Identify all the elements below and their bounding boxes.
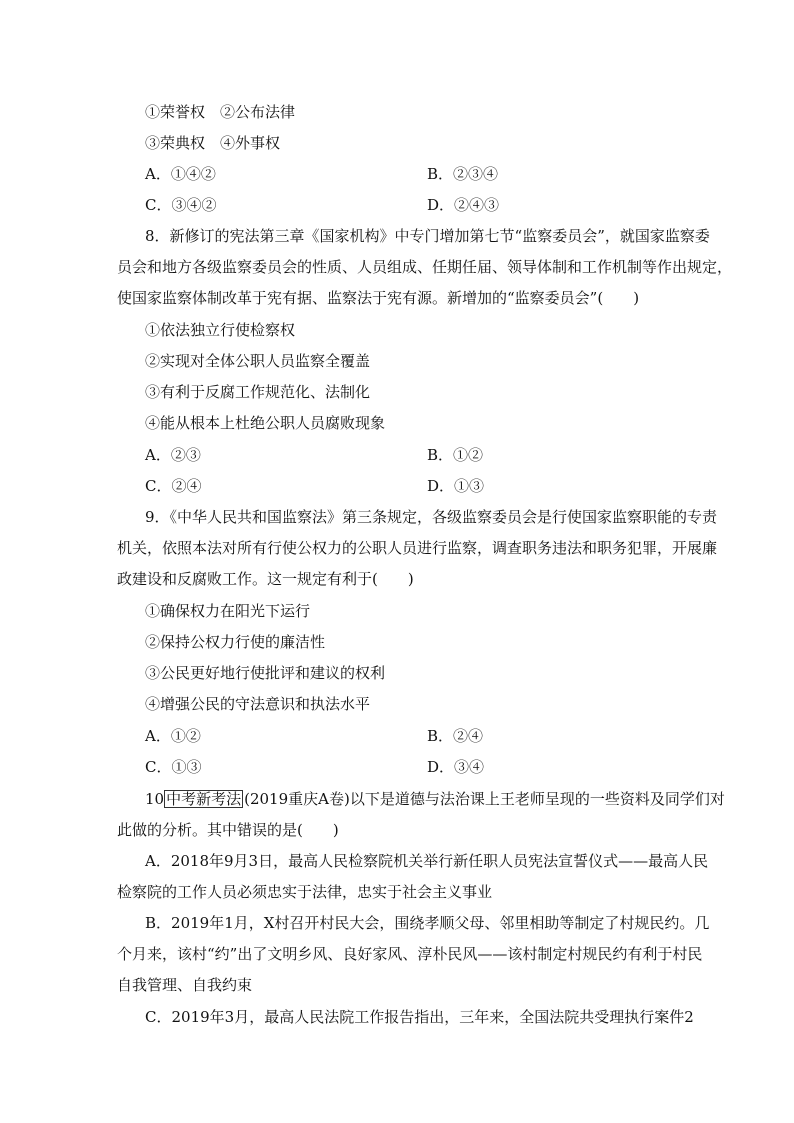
q8-option-a: A．②③	[145, 446, 201, 464]
q10-option-b-line-2: 个月来，该村“约”出了文明乡风、良好家风、淳朴民风——该村制定村规民约有利于村民	[117, 945, 703, 963]
q10-option-b-line-3: 自我管理、自我约束	[117, 976, 253, 994]
q8-item-4: ④能从根本上杜绝公职人员腐败现象	[145, 414, 386, 432]
q9-option-b: B．②④	[427, 727, 484, 745]
q8-stem-line-2: 员会和地方各级监察委员会的性质、人员组成、任期任届、领导体制和工作机制等作出规定，	[117, 258, 733, 276]
q9-stem-line-1: 9．《中华人民共和国监察法》第三条规定，各级监察委员会是行使国家监察职能的专责	[145, 508, 718, 526]
q8-stem-line-1: 8．新修订的宪法第三章《国家机构》中专门增加第七节“监察委员会”，就国家监察委	[145, 227, 710, 245]
q9-option-d: D．③④	[427, 758, 485, 776]
q9-item-2: ②保持公权力行使的廉洁性	[145, 633, 326, 651]
q10-option-a-line-2: 检察院的工作人员必须忠实于法律，忠实于社会主义事业	[117, 883, 493, 901]
q9-item-4: ④增强公民的守法意识和执法水平	[145, 695, 371, 713]
q10-option-c-line-1: C．2019年3月，最高人民法院工作报告指出，三年来，全国法院共受理执行案件2	[145, 1008, 694, 1026]
q7-option-d: D．②④③	[427, 196, 500, 214]
q10-tag-badge: 中考新考法	[166, 790, 242, 808]
q10-stem-line-2: 此做的分析。其中错误的是( )	[117, 821, 339, 839]
q8-item-2: ②实现对全体公职人员监察全覆盖	[145, 352, 371, 370]
q7-item-1-2: ①荣誉权 ②公布法律	[145, 103, 296, 121]
q9-stem-line-2: 机关，依照本法对所有行使公权力的公职人员进行监察，调查职务违法和职务犯罪，开展廉	[117, 539, 718, 557]
q7-option-b: B．②③④	[427, 165, 499, 183]
q10-stem-text: (2019重庆A卷)以下是道德与法治课上王老师呈现的一些资料及同学们对	[244, 790, 725, 808]
q9-item-1: ①确保权力在阳光下运行	[145, 602, 311, 620]
q9-stem-line-3: 政建设和反腐败工作。这一规定有利于( )	[117, 570, 414, 588]
q8-item-1: ①依法独立行使检察权	[145, 321, 296, 339]
q10-stem-line-1	[145, 789, 725, 809]
q8-stem-line-3: 使国家监察体制改革于宪有据、监察法于宪有源。新增加的“监察委员会”( )	[117, 289, 640, 307]
q7-option-c: C．③④②	[145, 196, 217, 214]
q8-option-d: D．①③	[427, 477, 485, 495]
q7-item-3-4: ③荣典权 ④外事权	[145, 134, 281, 152]
q8-item-3: ③有利于反腐工作规范化、法制化	[145, 383, 371, 401]
q9-option-c: C．①③	[145, 758, 202, 776]
q9-option-a: A．①②	[145, 727, 201, 745]
q10-option-b-line-1: B．2019年1月，X村召开村民大会，围绕孝顺父母、邻里相助等制定了村规民约。几	[145, 914, 710, 932]
q8-option-c: C．②④	[145, 477, 202, 495]
q10-option-a-line-1: A．2018年9月3日，最高人民检察院机关举行新任职人员宪法宣誓仪式——最高人民	[145, 852, 709, 870]
q10-number: 10	[145, 790, 165, 808]
q8-option-b: B．①②	[427, 446, 484, 464]
q9-item-3: ③公民更好地行使批评和建议的权利	[145, 664, 386, 682]
q7-option-a: A．①④②	[145, 165, 216, 183]
